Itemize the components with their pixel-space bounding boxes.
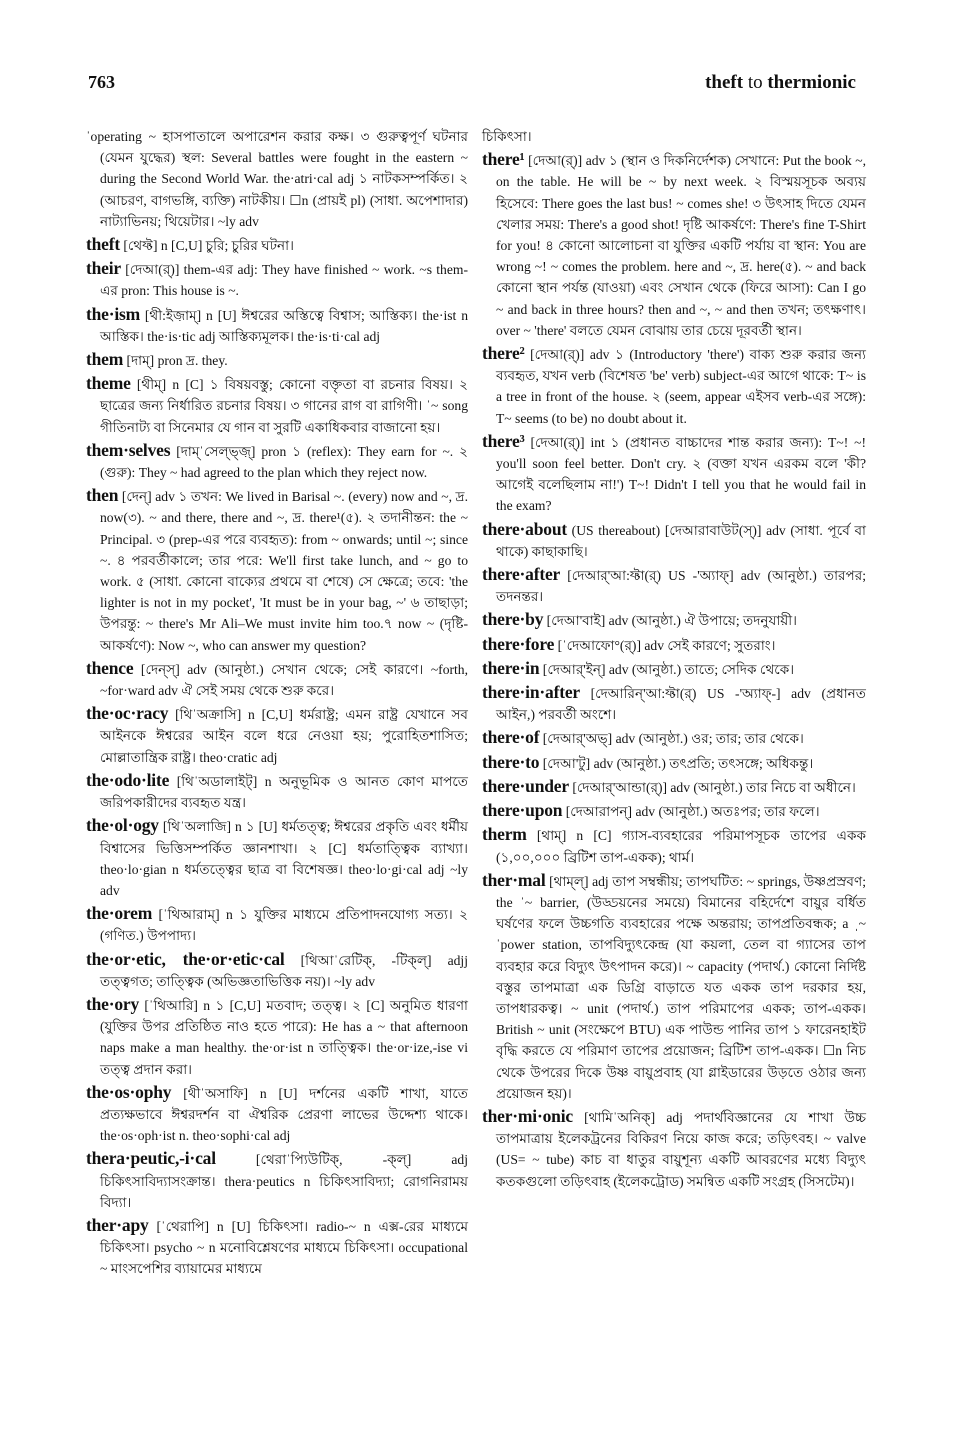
entry-headword: the·orem	[86, 903, 153, 924]
dictionary-entry	[86, 658, 468, 701]
entry-headword: there·of	[482, 727, 540, 748]
entry-definition: [দেআর্'আ:ফ্টা(র্) US -'অ্যাফ্] adv (আনুষ্ঠা.) তারপর; তদনন্তর।	[496, 568, 866, 605]
entry-definition: [থাম্ল্] adj তাপ সম্বন্ধীয়; তাপঘটিত: ~ springs, উষ্ণপ্রস্রবণ; the ˈ~ barrier, (উড্ডয়নের সময়ে) বিমানের বহির্দেশে বায়ুর বর্ধিত ঘর্ষণের ফলে উচ্চগতি ব্যবহারের পক্ষে অন্তরায়; তাপপ্রতিবন্ধক; a ˌ~ˈpower station, তাপবিদ্যুৎকেন্দ্র (যা কয়লা, তেল বা গ্যাসের তাপ ব্যবহার করে বিদ্যুৎ উৎপাদন করে)। ~ capacity (পদার্থ.) কোনো নির্দিষ্ট বস্তুর তাপমাত্রা এক ডিগ্রি বাড়াতে যত একক তাপ দরকার হয়, তাপধারকত্ব। ~ unit (পদার্থ.) তাপ পরিমাপের একক; তাপ-একক। British ~ unit (সংক্ষেপে BTU) এক পাউন্ড পানির তাপ ১ ফারেনহাইট বৃদ্ধি করতে যে পরিমাণ তাপের প্রয়োজন; ব্রিটিশ তাপ-একক। ☐n নিচ থেকে উপরের দিকে উষ্ণ বায়ুপ্রবাহ (যা গ্লাইডারের উড়তে ওঠার জন্য প্রয়োজন হয়)।	[496, 873, 866, 1101]
dictionary-entry	[86, 994, 468, 1080]
running-head	[705, 72, 856, 94]
left-column	[86, 126, 468, 1282]
dictionary-entry	[86, 126, 468, 232]
entry-definition: [দেআ(র্)] them-এর adj: They have finished ~ work. ~s them-এর pron: This house is ~.	[100, 262, 468, 299]
entry-headword: there·under	[482, 775, 569, 796]
entry-definition: [থেফ্ট] n [C,U] চুরি; চুরির ঘটনা।	[119, 238, 294, 254]
entry-headword: there³	[482, 430, 525, 451]
running-head-end: thermionic	[767, 72, 856, 93]
entry-headword: ther·apy	[86, 1214, 149, 1235]
dictionary-entry	[482, 149, 866, 341]
entry-headword: the·or·etic, the·or·etic·cal	[86, 948, 285, 969]
entry-definition: [থেরাˈপ্যিউটিক্, -ক্ল্] adj চিকিৎসাবিদ্যাসংক্রান্ত। thera·peutics n চিকিৎসাবিদ্যা; রোগনিরাময় বিদ্যা।	[100, 1152, 468, 1210]
dictionary-entry	[482, 658, 866, 680]
dictionary-entry	[482, 824, 866, 867]
entry-definition: [দেআ'বাই] adv (আনুষ্ঠা.) ঐ উপায়ে; তদনুযায়ী।	[543, 613, 798, 629]
dictionary-entry	[482, 776, 866, 798]
entry-definition: [থাম্] n [C] গ্যাস-ব্যবহারের পরিমাপসূচক তাপের একক (১,০০,০০০ ব্রিটিশ তাপ-একক); থার্ম।	[496, 828, 866, 865]
entry-headword: the·ory	[86, 993, 140, 1014]
dictionary-entry	[482, 126, 866, 147]
entry-definition: [দেআ(র্)] adv ১ (স্থান ও দিকনির্দেশক) সেখানে: Put the book ~, on the table. He will be ~ by next week. ২ বিস্ময়সূচক অব্যয় হিসেবে: There goes the last bus! ~ comes she! ৩ উৎসাহ দিতে যেমন খেলার সময়: There's a good shot! দৃষ্টি আকর্ষণে: There's fine T-Shirt for you! ৪ কোনো আলোচনা বা যুক্তির একটি পর্যায় বা স্থান: You are wrong ~! ~ comes the problem. here and ~, দ্র. here(৫). ~ and back কোনো স্থান পর্যন্ত (যাওয়া) এবং সেখান থেকে (ফিরে আসা): Can I go ~ and back in three hours? then and ~, ~ and then তখন; তৎক্ষণাৎ। over ~ 'there' বলতে যেমন বোঝায় তার চেয়ে দূরবর্তী স্থান।	[496, 153, 866, 338]
entry-headword: there·in·after	[482, 682, 580, 703]
entry-headword: theft	[86, 234, 120, 255]
dictionary-entry	[482, 1106, 866, 1192]
dictionary-entry	[86, 440, 468, 483]
entry-definition: [দেআর্'আন্ডা(র্)] adv (আনুষ্ঠা.) তার নিচে বা অধীনে।	[568, 779, 856, 795]
entry-definition: [থিআˈরেটিক্, -টিক্ল্] adjj তত্ত্বগত; তাত্ত্বিক (অভিজ্ঞতাভিত্তিক নয়)। ~ly adv	[100, 952, 468, 989]
entry-headword: there·about	[482, 518, 567, 539]
entry-definition: [দেআরিন্'আ:ফ্টা(র্) US -'অ্যাফ্-] adv (প্রধানত আইন,) পরবর্তী অংশে।	[496, 686, 866, 723]
entry-definition: [দেআ(র্)] int ১ (প্রধানত বাচ্চাদের শান্ত করার জন্য): T~! ~! you'll soon feel better. Don't cry. ২ (বক্তা যখন এরকম বলে 'কী? আগেই বলেছিলাম না!') T~! Didn't I tell you that he would fail in the exam?	[496, 434, 866, 514]
entry-definition: [দেন্] adv ১ তখন: We lived in Barisal ~. (every) now and ~, দ্র. now(৩). ~ and there, there and ~, দ্র. there¹(৫). ২ তদানীন্তন: the ~ Principal. ৩ (prep-এর পরে ব্যবহৃত): from ~ onwards; until ~; since ~. ৪ পরবর্তীকালে; তার পরে: We'll first take lunch, and ~ go to work. ৫ (সাধা. কোনো বাক্যের প্রথমে বা শেষে) সে ক্ষেত্রে; তবে: 'the lighter is not in my pocket', 'It must be in your bag, ~' ৬ তাছাড়া; উপরন্তু: ~ there's Mr Ali–We must invite him too.৭ now ~ (দৃষ্টি-আকর্ষণে): Now ~, who can answer my question?	[100, 489, 468, 653]
dictionary-entry	[86, 234, 468, 256]
entry-definition: [দাম্] pron দ্র. they.	[123, 353, 228, 369]
dictionary-entry	[482, 870, 866, 1104]
entry-definition: [দেআ(র্)] adv ১ (Introductory 'there') বাক্য শুরু করার জন্য ব্যবহৃত, যখন verb (বিশেষত 'be' verb) subject-এর আগে থাকে: T~ is a tree in front of the house. ২ (seem, appear এইসব verb-এর সঙ্গে): T~ seems (to be) no doubt about it.	[496, 347, 866, 426]
entry-headword: ther·mal	[482, 869, 546, 890]
entry-headword: there²	[482, 343, 525, 364]
entry-headword: there·in	[482, 657, 540, 678]
entry-headword: the·os·ophy	[86, 1081, 172, 1102]
entry-headword: the·ol·ogy	[86, 815, 159, 836]
entry-definition: [ˈথিআরাম্] n ১ যুক্তির মাধ্যমে প্রতিপাদনযোগ্য সত্য। ২ (গণিত.) উপপাদ্য।	[100, 907, 468, 944]
entry-headword: then	[86, 485, 119, 506]
dictionary-entry	[482, 752, 866, 774]
dictionary-entry	[86, 770, 468, 813]
entry-definition: [থী:ইজ়াম্] n [U] ঈশ্বরের অস্তিত্বে বিশ্বাস; আস্তিক্য। the·ist n আস্তিক। the·is·tic adj আস্তিক্যমূলক। the·is·ti·cal adj	[100, 307, 468, 344]
dictionary-entry	[86, 349, 468, 371]
dictionary-entry	[86, 485, 468, 656]
entry-definition: [দেন্স্] adv (আনুষ্ঠা.) সেখান থেকে; সেই কারণে। ~forth, ~for·ward adv ঐ সেই সময় থেকে শুরু করে।	[100, 661, 468, 699]
dictionary-entry	[482, 519, 866, 562]
entry-headword: thera·peutic,-i·cal	[86, 1148, 216, 1169]
dictionary-entry	[482, 609, 866, 631]
entry-definition: চিকিৎসা।	[482, 129, 532, 144]
entry-headword: the·odo·lite	[86, 769, 170, 790]
running-head-start: theft	[705, 72, 744, 93]
entry-definition: [থিˈঅলাজি] n ১ [U] ধর্মতত্ত্ব; ঈশ্বরের প্রকৃতি এবং ধর্মীয় বিশ্বাসের ভিত্তিসম্পর্কিত জ্ঞানশাখা। ২ [C] ধর্মতাত্ত্বিক ব্যাখ্যা। theo·lo·gian n ধর্মতত্ত্বের ছাত্র বা বিশেষজ্ঞ। theo·lo·gi·cal adj ~ly adv	[100, 819, 468, 898]
entry-headword: the·ism	[86, 303, 141, 324]
entry-headword: them·selves	[86, 439, 171, 460]
entry-definition: [থামিˈঅনিক্] adj পদার্থবিজ্ঞানের যে শাখা উচ্চ তাপমাত্রায় ইলেকট্রনের বিকিরণ নিয়ে কাজ করে; তড়িৎবহ। ~ valve (US= ~ tube) কাচ বা ধাতুর বায়ুশূন্য একটি আবরণের মধ্যে বিদ্যুৎ কতকগুলো তড়িৎবাহ (ইলেকট্রোড) সমন্বিত একটি সংগ্রহ (সিসটেম)।	[496, 1109, 866, 1189]
entry-headword: therm	[482, 824, 527, 845]
entry-definition: [থিˈঅক্রাসি] n [C,U] ধর্মরাষ্ট্র; এমন রাষ্ট্র যেখানে সব আইনকে ঈশ্বরের আইন বলে ধরে নেওয়া হয়; পুরোহিতশাসিত; মোল্লাতান্ত্রিক রাষ্ট্র। theo·cratic adj	[100, 707, 468, 765]
entry-definition: [থিˈঅডালাইট্] n অনুভূমিক ও আনত কোণ মাপতে জরিপকারীদের ব্যবহৃত যন্ত্র।	[100, 773, 468, 811]
entry-definition: ˈoperating ~ হাসপাতালে অপারেশন করার কক্ষ। ৩ গুরুত্বপূর্ণ ঘটনার (যেমন যুদ্ধের) স্থল: Several battles were fought in the eastern ~ during the Second World War. the·atri·cal adj ১ নাটকসম্পর্কিত। ২ (আচরণ, বাগভঙ্গি, ব্যক্তি) নাটকীয়। ☐n (প্রায়ই pl) (সাধা. অপেশাদার) নাট্যাভিনয়; থিয়েটার। ~ly adv	[86, 129, 468, 229]
dictionary-entry	[482, 682, 866, 725]
entry-headword: there·upon	[482, 800, 563, 821]
dictionary-entry	[86, 304, 468, 347]
entry-headword: thence	[86, 657, 134, 678]
dictionary-entry	[482, 431, 866, 517]
dictionary-entry	[482, 343, 866, 429]
entry-headword: there·by	[482, 609, 544, 630]
dictionary-entry	[86, 373, 468, 438]
dictionary-entry	[482, 727, 866, 749]
entry-definition: [দেআরাপন্] adv (আনুষ্ঠা.) অতঃপর; তার ফলে।	[562, 804, 820, 820]
entry-definition: [দেআ'টু] adv (আনুষ্ঠা.) তৎপ্রতি; তৎসঙ্গে; অধিকন্তু।	[539, 755, 814, 771]
entry-headword: them	[86, 349, 124, 370]
dictionary-entry	[86, 1082, 468, 1147]
entry-definition: [থীম্] n [C] ১ বিষয়বস্তু; কোনো বক্তৃতা বা রচনার বিষয়। ২ ছাত্রের জন্য নির্ধারিত রচনার বিষয়। ৩ গানের রাগ বা রাগিণী। ˈ~ song গীতিনাট্য বা সিনেমার যে গান বা সুরটি একাধিকবার বাজানো হয়।	[100, 377, 468, 435]
entry-definition: (US thereabout) [দেআরাবাউট(স্)] adv (সাধা. পূর্বে বা থাকে) কাছাকাছি।	[496, 522, 866, 559]
dictionary-entry	[482, 634, 866, 656]
entry-definition: [ˈথেরাপি] n [U] চিকিৎসা। radio-~ n এক্স-রের মাধ্যমে চিকিৎসা। psycho ~ n মনোবিশ্লেষণের মাধ্যমে চিকিৎসা। occupational ~ মাংসপেশির ব্যায়ামের মাধ্যমে	[100, 1218, 468, 1277]
dictionary-entry	[482, 564, 866, 607]
dictionary-entry	[86, 903, 468, 946]
dictionary-entry	[86, 1148, 468, 1213]
running-head-to: to	[747, 72, 763, 93]
entry-definition: [দেআর্'ইন্] adv (আনুষ্ঠা.) তাতে; সেদিক থেকে।	[539, 661, 795, 677]
dictionary-entry	[86, 949, 468, 992]
dictionary-entry	[86, 258, 468, 301]
page-header	[88, 72, 856, 100]
entry-headword: there¹	[482, 149, 525, 170]
entry-headword: there·fore	[482, 633, 555, 654]
entry-headword: their	[86, 258, 121, 279]
entry-headword: there·after	[482, 564, 561, 585]
dictionary-entry	[86, 1215, 468, 1280]
dictionary-entry	[86, 815, 468, 901]
entry-definition: [ˈদেআফো°(র্)] adv সেই কারণে; সুতরাং।	[554, 637, 776, 653]
dictionary-entry	[482, 800, 866, 822]
entry-definition: [দেআর্'অভ্] adv (আনুষ্ঠা.) ওর; তার; তার থেকে।	[539, 731, 804, 747]
page-number: 763	[88, 72, 115, 92]
entry-headword: there·to	[482, 751, 540, 772]
entry-headword: ther·mi·onic	[482, 1105, 573, 1126]
right-column	[482, 126, 866, 1194]
dictionary-entry	[86, 703, 468, 768]
entry-definition: [দাম্ˈসেল্ভ্জ়্] pron ১ (reflex): They earn for ~. ২ (গুরু): They ~ had agreed to the plan which they reject now.	[100, 443, 468, 481]
entry-definition: [থীˈঅসাফি] n [U] দর্শনের একটি শাখা, যাতে প্রত্যক্ষভাবে ঈশ্বরদর্শন বা ঐশ্বরিক প্রেরণা লাভের উদ্দেশ্য থাকে। the·os·oph·ist n. theo·sophi·cal adj	[100, 1085, 468, 1144]
entry-headword: the·oc·racy	[86, 703, 169, 724]
entry-definition: [ˈথিআরি] n ১ [C,U] মতবাদ; তত্ত্ব। ২ [C] অনুমিত ধারণা (যুক্তির উপর প্রতিষ্ঠিত নাও হতে পারে): He has a ~ that afternoon naps make a man healthy. the·or·ist n তাত্ত্বিক। the·or·ize,-ise vi তত্ত্ব প্রদান করা।	[100, 997, 468, 1077]
entry-headword: theme	[86, 373, 131, 394]
